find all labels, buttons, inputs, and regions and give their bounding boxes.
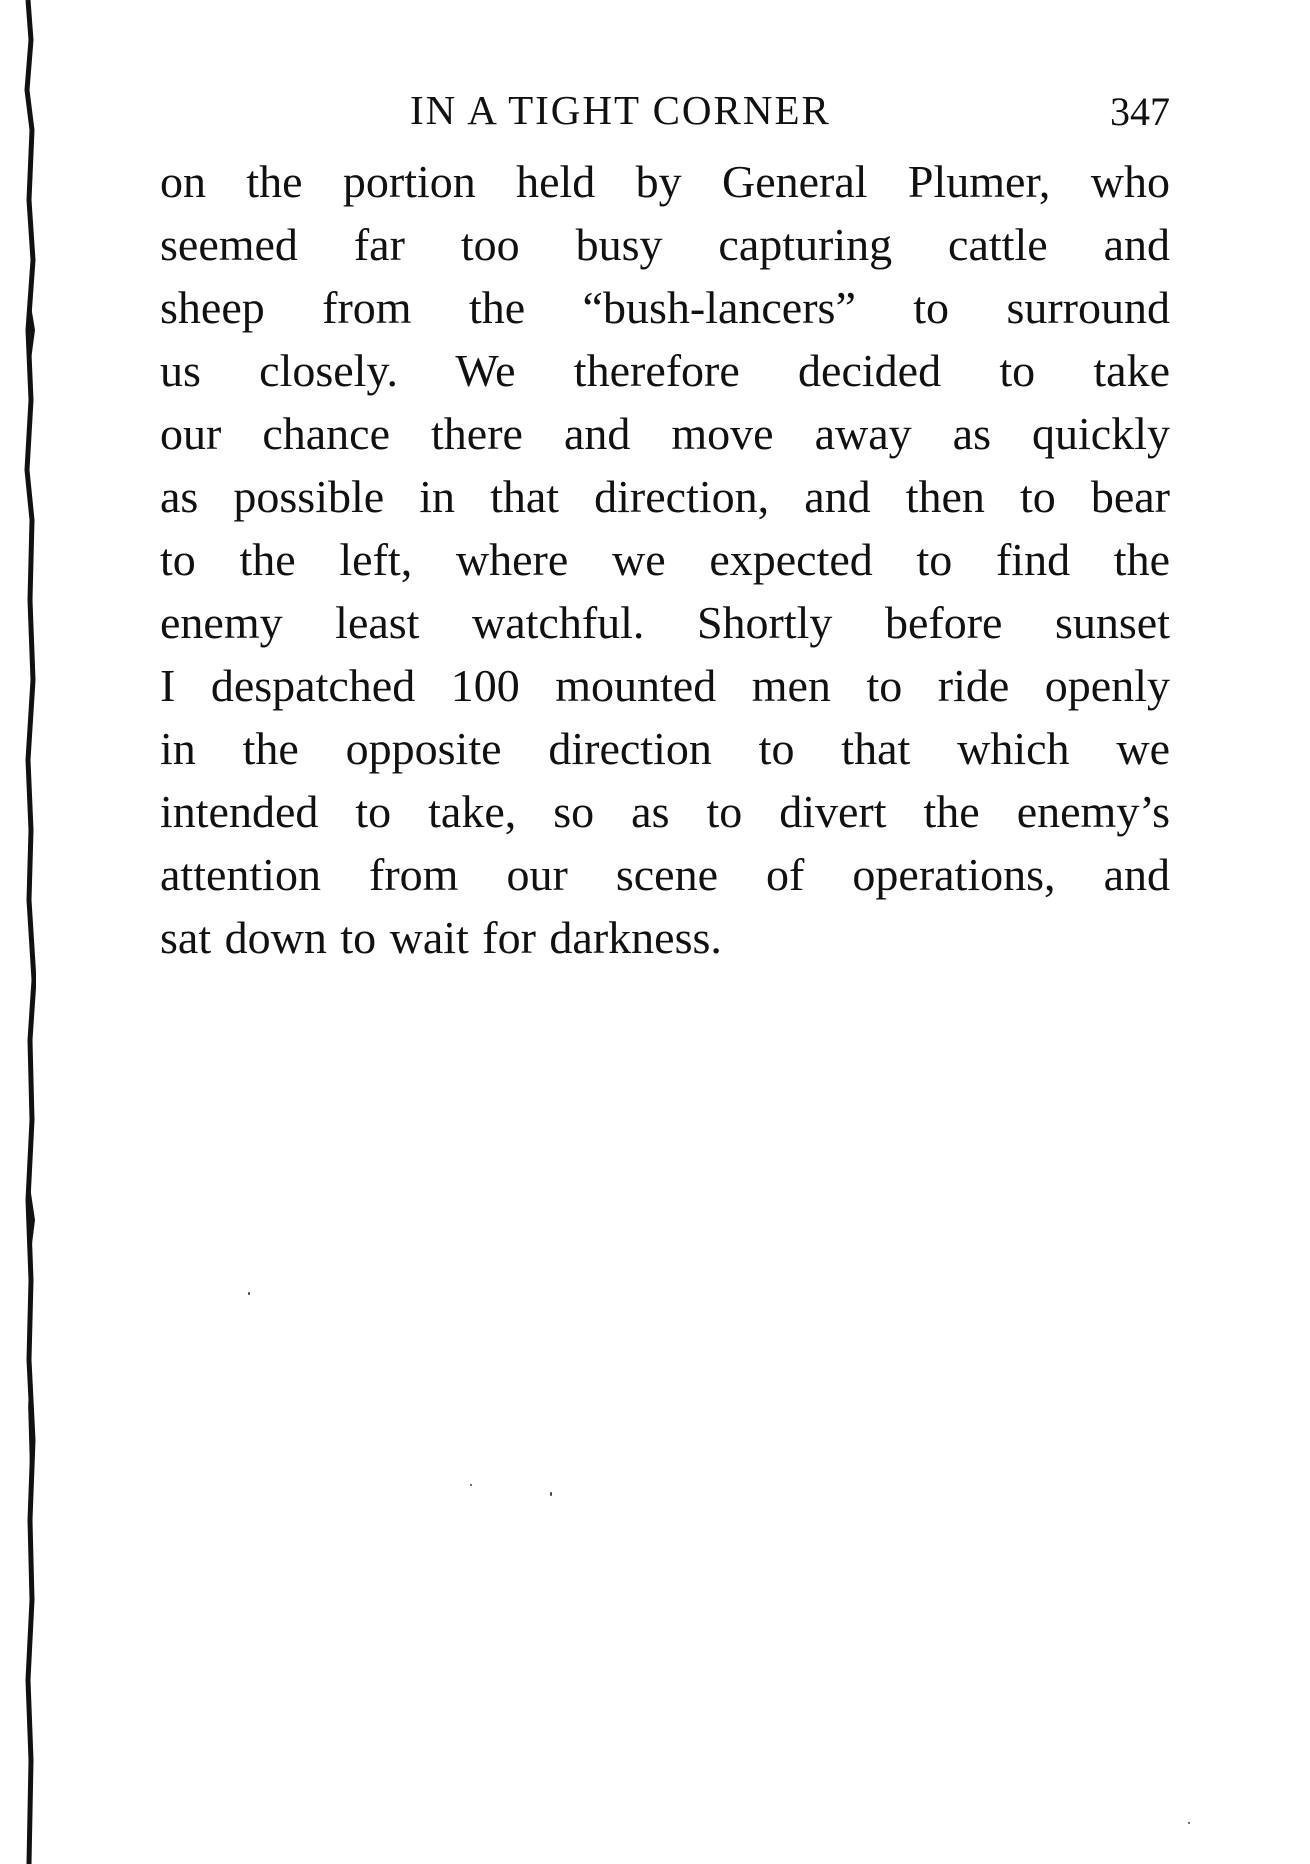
- scan-speck: [470, 1484, 472, 1486]
- text-line: enemy least watchful. Shortly before sunset: [160, 597, 1170, 648]
- text-line: I despatched 100 mounted men to ride openly: [160, 660, 1170, 711]
- text-line: our chance there and move away as quickly: [160, 408, 1170, 459]
- text-line: in the opposite direction to that which we: [160, 723, 1170, 774]
- page-number: 347: [1110, 89, 1170, 134]
- text-line: as possible in that direction, and then to bear: [160, 471, 1170, 522]
- text-line: attention from our scene of operations, and: [160, 849, 1170, 900]
- scanned-binding-edge: [22, 0, 36, 1864]
- text-line: on the portion held by General Plumer, who: [160, 156, 1170, 207]
- scan-speck: [1188, 1822, 1190, 1824]
- scan-speck: [550, 1492, 552, 1496]
- running-head: [160, 86, 1170, 134]
- text-line: sheep from the “bush-lancers” to surround: [160, 282, 1170, 333]
- text-line: to the left, where we expected to find the: [160, 534, 1170, 585]
- scan-speck: [248, 1292, 250, 1295]
- text-line: seemed far too busy capturing cattle and: [160, 219, 1170, 270]
- running-title: IN A TIGHT CORNER: [410, 87, 831, 133]
- text-line: intended to take, so as to divert the enemy’s: [160, 786, 1170, 837]
- text-line: us closely. We therefore decided to take: [160, 345, 1170, 396]
- text-line: sat down to wait for darkness.: [160, 912, 722, 963]
- body-text: [160, 150, 1170, 969]
